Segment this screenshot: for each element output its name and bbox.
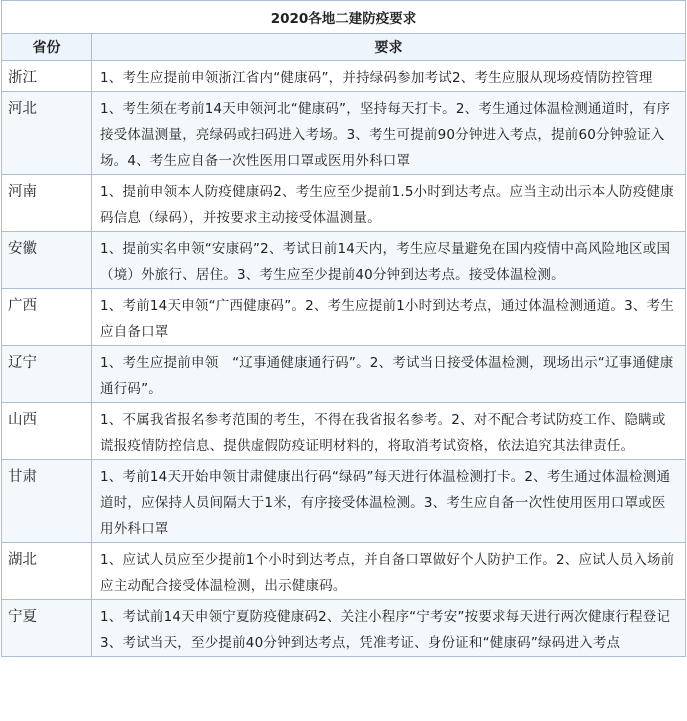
table-row <box>2 600 686 657</box>
requirement-cell: 1、考试前14天申领宁夏防疫健康码2、关注小程序“宁考安”按要求每天进行两次健康行程登记3、考试当天，至少提前40分钟到达考点，凭准考证、身份证和“健康码”绿码进入考点 <box>92 600 686 657</box>
column-header-requirement: 要求 <box>92 34 686 61</box>
table-row <box>2 460 686 543</box>
province-cell: 甘肃 <box>2 460 92 543</box>
province-cell: 湖北 <box>2 543 92 600</box>
requirement-cell: 1、提前申领本人防疫健康码2、考生应至少提前1.5小时到达考点。应当主动出示本人防疫健康码信息（绿码），并按要求主动接受体温测量。 <box>92 175 686 232</box>
table-row <box>2 289 686 346</box>
table-row <box>2 346 686 403</box>
province-cell: 浙江 <box>2 61 92 92</box>
table-row <box>2 61 686 92</box>
province-cell: 安徽 <box>2 232 92 289</box>
table-row <box>2 543 686 600</box>
province-cell: 河北 <box>2 92 92 175</box>
table-row <box>2 92 686 175</box>
table-row <box>2 232 686 289</box>
table-title: 2020各地二建防疫要求 <box>2 1 686 34</box>
table-row <box>2 403 686 460</box>
province-cell: 广西 <box>2 289 92 346</box>
requirement-cell: 1、考前14天开始申领甘肃健康出行码“绿码”每天进行体温检测打卡。2、考生通过体温检测通道时，应保持人员间隔大于1米，有序接受体温检测。3、考生应自备一次性使用医用口罩或医用外科口罩 <box>92 460 686 543</box>
epidemic-requirements-table <box>1 0 686 657</box>
requirement-cell: 1、考生应提前申领 “辽事通健康通行码”。2、考试当日接受体温检测，现场出示“辽事通健康通行码”。 <box>92 346 686 403</box>
column-header-province: 省份 <box>2 34 92 61</box>
requirement-cell: 1、应试人员应至少提前1个小时到达考点，并自备口罩做好个人防护工作。2、应试人员入场前应主动配合接受体温检测，出示健康码。 <box>92 543 686 600</box>
province-cell: 宁夏 <box>2 600 92 657</box>
province-cell: 辽宁 <box>2 346 92 403</box>
province-cell: 河南 <box>2 175 92 232</box>
requirement-cell: 1、考生须在考前14天申领河北“健康码”，坚持每天打卡。2、考生通过体温检测通道时，有序接受体温测量，亮绿码或扫码进入考场。3、考生可提前90分钟进入考点，提前60分钟验证入场。4、考生应自备一次性医用口罩或医用外科口罩 <box>92 92 686 175</box>
requirement-cell: 1、考生应提前申领浙江省内“健康码”，并持绿码参加考试2、考生应服从现场疫情防控管理 <box>92 61 686 92</box>
epidemic-requirements-table-wrapper <box>1 0 685 657</box>
requirement-cell: 1、不属我省报名参考范围的考生，不得在我省报名参考。2、对不配合考试防疫工作、隐瞒或谎报疫情防控信息、提供虚假防疫证明材料的，将取消考试资格，依法追究其法律责任。 <box>92 403 686 460</box>
province-cell: 山西 <box>2 403 92 460</box>
requirement-cell: 1、提前实名申领“安康码”2、考试日前14天内，考生应尽量避免在国内疫情中高风险地区或国（境）外旅行、居住。3、考生应至少提前40分钟到达考点。接受体温检测。 <box>92 232 686 289</box>
table-row <box>2 175 686 232</box>
requirement-cell: 1、考前14天申领“广西健康码”。2、考生应提前1小时到达考点，通过体温检测通道。3、考生应自备口罩 <box>92 289 686 346</box>
